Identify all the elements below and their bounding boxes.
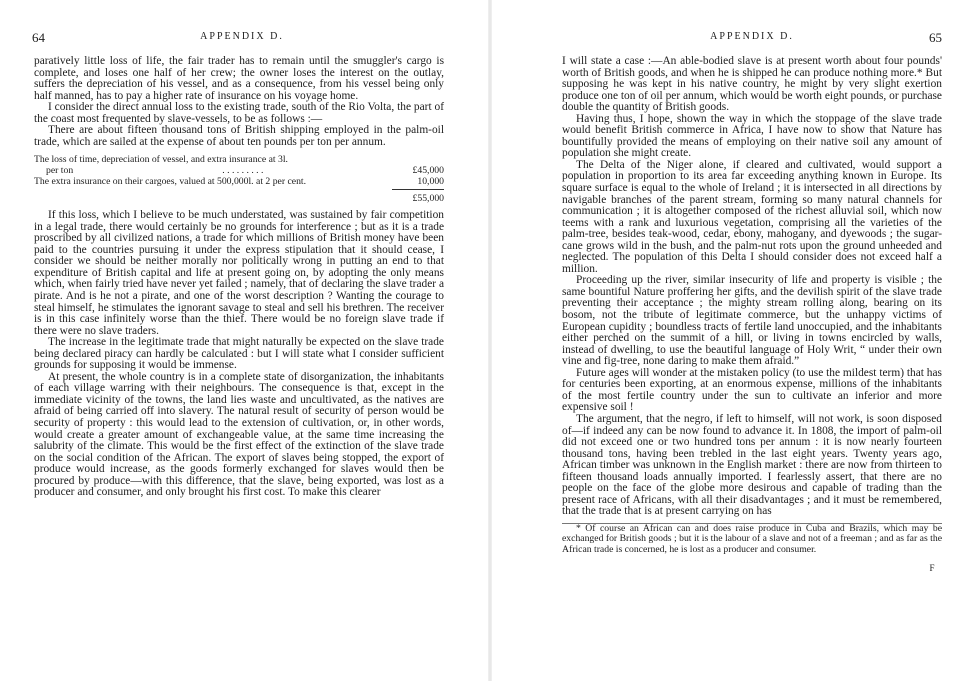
page-number: 64 xyxy=(32,30,45,45)
running-head: APPENDIX D. xyxy=(710,31,794,42)
row-label: The loss of time, depreciation of vessel, and extra insurance at 3l. xyxy=(34,154,288,166)
paragraph: The increase in the legitimate trade that might naturally be expected on the slave trade being declared piracy can hardly be calculated : but I will state what I consider sufficient grounds for supposing it would be immense. xyxy=(34,336,444,372)
row-label: per ton xyxy=(46,164,74,176)
sum-rule xyxy=(392,189,444,190)
paragraph: The Delta of the Niger alone, if cleared and cultivated, would support a population in proportion to its area far exceeding anything known in Europe. Its square surface is equal to the whole of Ireland ; it is intersected in all directions by navigable branches of the parent stream, forming so many natural channels for communication ; it is altogether composed of the richest alluvial soil, which now teems with a rank and luxurious vegetation, comprising all the varieties of the palm-tree, besides teak-wood, cedar, ebony, mahogany, and dyewoods ; the sugar-cane grows wild in the bush, and the palm-nut rots upon the ground unheeded and neglected. The population of this Delta I should consider does not exceed half a million. xyxy=(562,158,942,275)
paragraph: paratively little loss of life, the fair trader has to remain until the smuggler's cargo is complete, and loses one half of her crew; the owner loses the interest on the outlay, suffers the depreciation of his vessel, and as a consequence, from his vessel being only half manned, has to pay a higher rate of insurance on his voyage home. xyxy=(34,55,444,102)
signature-mark: F xyxy=(929,563,935,574)
page-number: 65 xyxy=(929,30,942,45)
footnote: * Of course an African can and does raise produce in Cuba and Brazils, which may be exchanged for British goods ; but it is the labour of a slave and not of a freeman ; and as far as the African trade is concerned, he is lost as a producer and consumer. xyxy=(562,522,942,555)
right-page-header xyxy=(562,30,942,46)
row-label: The extra insurance on their cargoes, valued at 500,000l. at 2 per cent. xyxy=(34,175,307,187)
right-page xyxy=(500,0,980,681)
running-head: APPENDIX D. xyxy=(200,31,284,42)
loss-table-row xyxy=(34,166,444,177)
row-value: 10,000 xyxy=(417,175,444,187)
paragraph: The argument, that the negro, if left to himself, will not work, is soon disposed of—if indeed any can be now found to advance it. In 1808, the import of palm-oil did not exceed one or two hundred tons per annum : it is now nearly fourteen thousand tons, having been trebled in the last eight years. Twenty years ago, African timber was unknown in the English market : there are now from thirteen to fifteen thousand loads annually imported. I fearlessly assert, that there are no people on the face of the globe more desirous and capable of trading than the present race of Africans, with all their disadvantages ; and it must be remembered, that the trade that is at present carrying on has xyxy=(562,412,942,518)
paragraph: If this loss, which I believe to be much understated, was sustained by fair competition in a legal trade, there would certainly be no grounds for interference ; but as it is a trade proscribed by all civilized nations, a trade for which millions of British money have been paid to the countries pursuing it under the express stipulation that it should cease, I consider we should be neither morally nor politically wrong in putting an end to that expenditure of British capital and life at present going on, by adopting the only means which, when fairly tried have never yet failed ; namely, that of declaring the slave trader a pirate. And is he not a pirate, and one of the worst description ? Wanting the courage to steal himself, he stimulates the ignorant savage to steal and sell his brethren. The receiver is in this case infinitely worse than the thief. There would be no foreign slave trade if there were no slave traders. xyxy=(34,209,444,337)
paragraph: Having thus, I hope, shown the way in which the stoppage of the slave trade would benefit British commerce in Africa, I have now to show that Nature has bountifully provided the means of employing on their native soil any amount of population she might create. xyxy=(562,112,942,160)
paragraph: At present, the whole country is in a complete state of disorganization, the inhabitants of each village warring with their neighbours. The consequence is that, except in the immediate vicinity of the towns, the land lies waste and uncultivated, as the natives are afraid of being carried off into slavery. The natural result of security of person would be security of property : this would lead to the extension of cultivation, or, in other words, would create a greater amount of exchangeable value, at the same time increasing the salubrity of the climate. This would be the first effect of the extinction of the slave trade on the social condition of the African. The export of slaves being stopped, the export of produce would increase, as the goods formerly exchanged for slaves would then be procured by produce—with this difference, that the slave, being exported, was lost as a producer and consumer, and only brought his first cost. To make this clearer xyxy=(34,370,444,499)
book-gutter xyxy=(488,0,492,681)
paragraph: I consider the direct annual loss to the existing trade, south of the Rio Volta, the part of the coast most frequented by slave-vessels, to be as follows :— xyxy=(34,101,444,125)
left-page xyxy=(0,0,480,681)
left-page-body xyxy=(34,56,444,499)
paragraph: I will state a case :—An able-bodied slave is at present worth about four pounds' worth of British goods, and when he is shipped he can produce nothing more.* But supposing he was kept in his native country, he might by very slight exertion produce one ton of oil per annum, which would be worth eight pounds, or purchase double the quantity of British goods. xyxy=(562,55,942,114)
table-total: £55,000 xyxy=(412,193,444,205)
paragraph: There are about fifteen thousand tons of British shipping employed in the palm-oil trade, which are sailed at the expense of about ten pounds per ton per annum. xyxy=(34,124,444,148)
paragraph: Future ages will wonder at the mistaken policy (to use the mildest term) that has for centuries been exporting, at an enormous expense, millions of the inhabitants of the most fertile country under the sun to cultivate an inferior and more expensive soil ! xyxy=(562,366,942,414)
paragraph: Proceeding up the river, similar insecurity of life and property is visible ; the same bountiful Nature proffering her gifts, and the devilish spirit of the slave trade preventing their acceptance ; the mighty stream rolling along, bearing on its bosom, not the tribute of legitimate commerce, but the unhappy victims of European cupidity ; boundless tracts of fertile land unoccupied, and the inhabitants either perched on the summit of a hill, or living in towns encircled by walls, instead of dwelling, to use the beautiful language of Holy Writ, “ under their own vine and fig-tree, none daring to make them afraid.” xyxy=(562,274,942,368)
loss-table-row xyxy=(34,177,444,188)
leader-dots: . . . . . . . . . xyxy=(222,164,264,176)
left-page-header xyxy=(32,30,452,46)
loss-table xyxy=(34,155,444,204)
right-page-body xyxy=(562,56,942,575)
row-value: £45,000 xyxy=(412,164,444,176)
